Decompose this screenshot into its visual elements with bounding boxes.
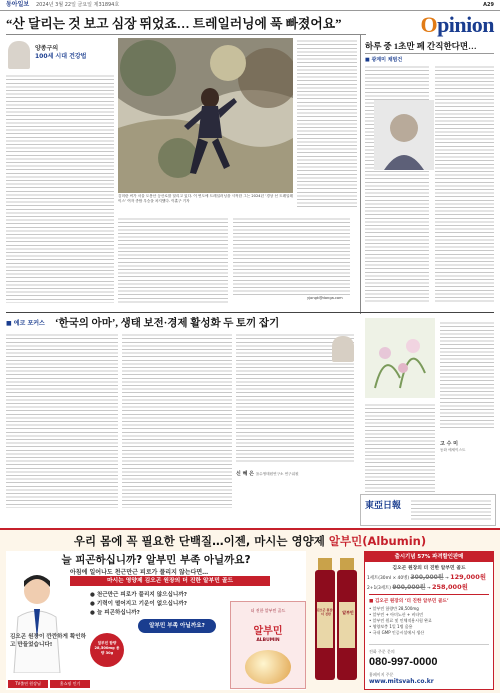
- feature-item: • 알부민 + 아미노산 + 비타민: [369, 612, 424, 617]
- doctor-figure: [6, 569, 68, 673]
- order-url[interactable]: www.mitsvah.co.kr: [369, 678, 434, 685]
- issue-date: 2024년 3월 22일 금요일 제31894호: [36, 2, 120, 8]
- main-article-col-3: [233, 216, 350, 296]
- order-divider: [369, 594, 489, 595]
- masthead-name: 東亞日報: [365, 500, 402, 510]
- product-bottles: [312, 552, 360, 688]
- poem-text-col-1: [440, 320, 494, 430]
- phone-label: 전화 주문 문의: [369, 649, 395, 654]
- masthead-box: [360, 494, 496, 526]
- column-series-title: 100세 시대 건강법: [35, 53, 87, 60]
- columnist-photo: [8, 41, 30, 69]
- ad-sub-line: 아침에 일어나도 천근만근 피로가 풀리지 않는다면…: [70, 569, 209, 576]
- eco-column-label: ■ 에코 포커스: [6, 320, 45, 327]
- column-divider: [360, 34, 361, 314]
- feature-list: [369, 606, 489, 636]
- price-row-1: 1세트(30ml × 40병) 300,000원 → 129,000원: [367, 573, 487, 581]
- page-number: A29: [483, 2, 494, 8]
- ad-highlight-banner: 마시는 영양제 김오곤 원장의 더 진한 알부민 골드: [70, 576, 270, 586]
- main-article-col-2: [118, 216, 228, 303]
- price-row-2: 2+1(3세트) 900,000원 → 258,000원: [367, 583, 468, 591]
- main-article-col-4: [297, 38, 357, 210]
- right-column-photo: [374, 100, 434, 170]
- product-box: [230, 601, 306, 689]
- badge-homeshopping: 홈쇼핑 인기: [50, 680, 90, 688]
- section-logo-opinion: Opinion: [420, 12, 494, 37]
- eco-col-1: [6, 332, 118, 508]
- ad-bullet-item: ● 기력이 떨어지고 기운이 없으십니까?: [90, 601, 187, 607]
- bottle-label-left: 김오곤 원장의 더 진한: [316, 608, 336, 616]
- right-headline-rule: [365, 53, 494, 54]
- ad-bullet-item: ● 천근만근 피로가 풀리지 않으십니까?: [90, 592, 187, 598]
- eco-author: 신 혜 은 을수생태원연구소 연구위원: [236, 471, 299, 477]
- albumin-content-badge: 알부민 함량 28,500mg 용량 30g: [90, 633, 124, 667]
- headline-rule: [6, 34, 366, 35]
- column-series-name: 양종구의: [35, 45, 59, 52]
- main-article-col-1: [6, 73, 114, 303]
- poem-text-col-2: [365, 402, 435, 492]
- newspaper-logo: 동아일보: [6, 1, 30, 8]
- main-headline: “산 달리는 것 보고 심장 뛰었죠… 트레일러닝에 푹 빠졌어요”: [6, 17, 342, 31]
- eco-author-photo: [332, 336, 354, 362]
- eco-col-2: [122, 332, 232, 508]
- feature-item: • 영양보충 1일 1병 음용: [369, 624, 413, 629]
- product-bottle-cap-graphic: [245, 650, 291, 684]
- section-rule: [6, 312, 494, 313]
- ad-bullet-list: [90, 591, 230, 618]
- contact-divider: [369, 644, 489, 645]
- ad-left-panel: [6, 551, 306, 690]
- badge-tv: TV출연 원장님: [8, 680, 48, 688]
- right-column-headline: 하루 중 1초만 페 간직한다면…: [365, 41, 477, 51]
- product-brand-en: ALBUMIN: [256, 638, 280, 643]
- poem-illustration: [365, 318, 435, 398]
- doctor-caption: 김오곤 원장이 깐깐하게 확인하고 만들었습니다!: [10, 634, 87, 648]
- discount-banner: 출시기념 57% 파격할인판매: [365, 552, 493, 562]
- eco-column-headline: ‘한국의 아마’, 생태 보전·경제 활성화 두 토끼 잡기: [55, 318, 280, 329]
- feature-item: • 알부민 원료 및 인체적용시험 완료: [369, 618, 432, 623]
- ad-headline: 우리 몸에 꼭 필요한 단백질…이젠, 마시는 영양제 알부민(Albumin): [73, 534, 427, 548]
- order-product-name: 김오곤 원장의 더 진한 알부민 골드: [392, 566, 466, 571]
- photo-caption: 김미란 씨가 서울 도봉산 등산로를 달리고 있다. 이 연도에 트레일러닝을 시작한 그는 2024년 ‘경상 선 트레일레이스’ 여자 종합 우승을 차지했다. 이훈구 기자: [118, 194, 293, 203]
- right-column-subheader: ■ 광계미 채범건: [365, 57, 403, 63]
- runner-photo: [118, 38, 293, 193]
- right-column-col-2: [435, 64, 494, 304]
- order-phone[interactable]: 080-997-0000: [369, 656, 438, 668]
- ad-bullet-item: ● 늘 피곤하십니까?: [90, 610, 140, 616]
- ad-speech-bubble: 알부민 부족 아닐까요?: [138, 619, 216, 633]
- web-label: 홈페이지 주문: [369, 672, 394, 677]
- feature-item: • 알부민 함량만 28,500mg: [369, 606, 419, 611]
- bottle-label-right: 알부민: [342, 610, 354, 615]
- product-brand: 알부민: [253, 626, 283, 637]
- product-box-title: 더 진한 알부민 골드: [250, 608, 286, 613]
- page-header: [0, 0, 500, 11]
- feature-item: • 국내 GMP 인증시설에서 생산: [369, 630, 425, 635]
- byline-email: yjongk@donga.com: [307, 296, 343, 300]
- ad-order-panel: [364, 551, 494, 690]
- advertisement[interactable]: [0, 528, 500, 693]
- poem-author: 고 수 미 동화 에세이스트: [440, 441, 466, 452]
- feature-title: ■ 김오곤 원장의 ‘더 진한 알부민 골드’: [369, 599, 449, 604]
- ad-question: 늘 피곤하십니까? 알부민 부족 아닐까요?: [61, 554, 251, 566]
- masthead-info: [411, 498, 491, 520]
- poem-top: [360, 316, 494, 317]
